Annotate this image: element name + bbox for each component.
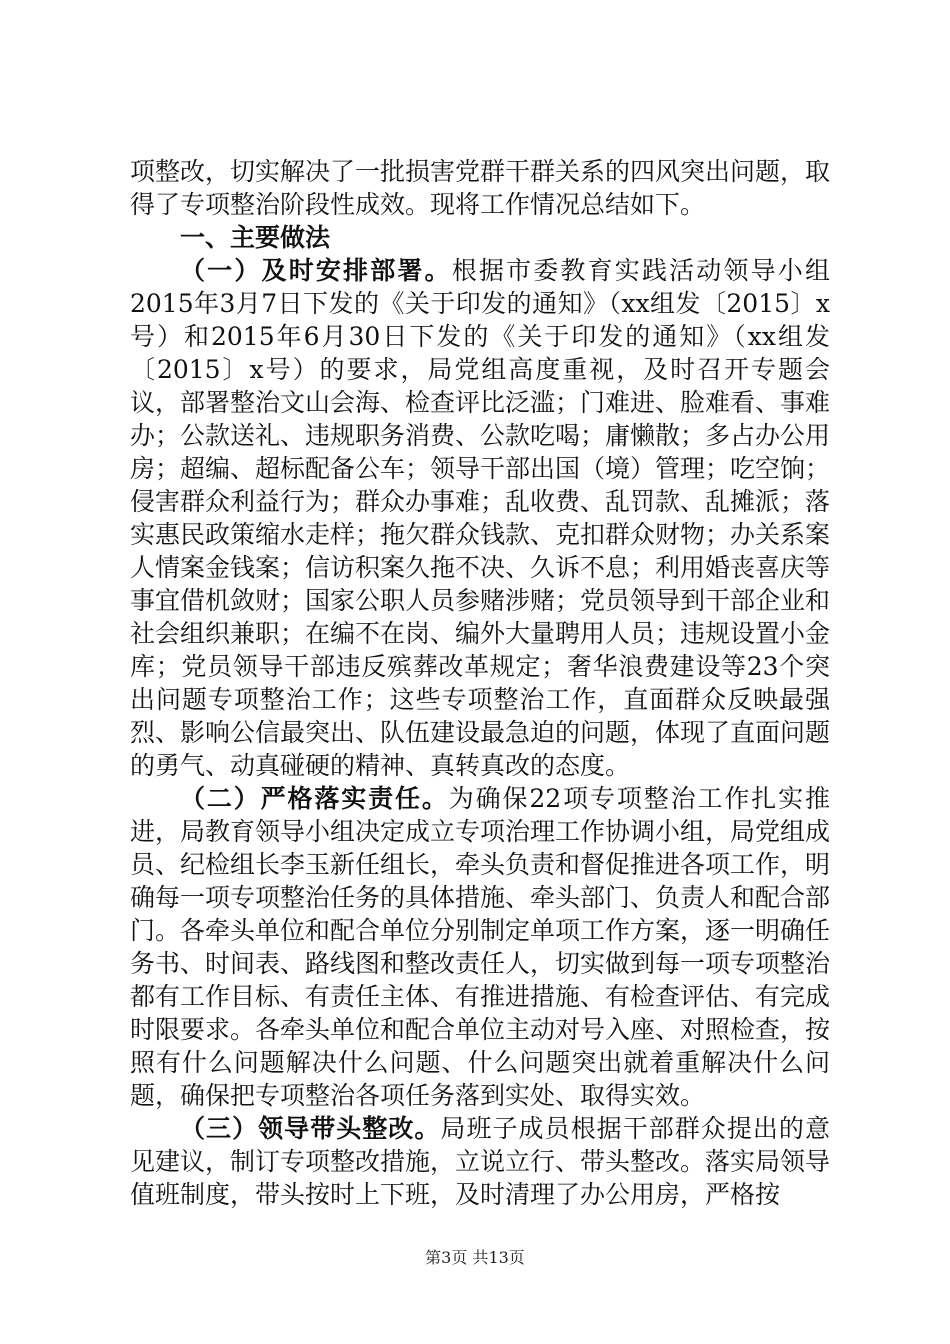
paragraph-3-body: 局班子成员根据干部群众提出的意见建议，制订专项整改措施，立说立行、带头整改。落实局领导值班制度，带头按时上下班，及时清理了办公用房，严格按 — [130, 1114, 831, 1209]
paragraph-2-body: 为确保22项专项整治工作扎实推进，局教育领导小组决定成立专项治理工作协调小组，局党组成员、纪检组长李玉新任组长，牵头负责和督促推进各项工作，明确每一项专项整治任务的具体措施、牵头部门、负责人和配合部门。各牵头单位和配合单位分别制定单项工作方案，逐一明确任务书、时间表、路线图和整改责任人，切实做到每一项专项整治都有工作目标、有责任主体、有推进措施、有检查评估、有完成时限要求。各牵头单位和配合单位主动对号入座、对照检查，按照有什么问题解决什么问题、什么问题突出就着重解决什么问题，确保把专项整治各项任务落到实处、取得实效。 — [130, 784, 831, 1110]
paragraph-3 — [130, 1112, 830, 1211]
document-body — [130, 155, 830, 1211]
paragraph-1 — [130, 254, 830, 782]
section-heading: 一、主要做法 — [180, 223, 331, 252]
paragraph-2 — [130, 782, 830, 1112]
page-footer — [0, 1245, 950, 1268]
paragraph-1-lead: （一）及时安排部署。 — [180, 256, 452, 285]
page-number: 第3页 共13页 — [425, 1248, 525, 1267]
paragraph-3-lead: （三）领导带头整改。 — [180, 1114, 441, 1143]
intro-paragraph: 项整改，切实解决了一批损害党群干群关系的四风突出问题，取得了专项整治阶段性成效。现将工作情况总结如下。 — [130, 157, 831, 219]
paragraph-2-lead: （二）严格落实责任。 — [180, 784, 449, 813]
paragraph-1-body: 根据市委教育实践活动领导小组2015年3月7日下发的《关于印发的通知》（xx组发〔2015〕x号）和2015年6月30日下发的《关于印发的通知》（xx组发〔2015〕x号）的要求，局党组高度重视，及时召开专题会议，部署整治文山会海、检查评比泛滥；门难进、脸难看、事难办；公款送礼、违规职务消费、公款吃喝；庸懒散；多占办公用房；超编、超标配备公车；领导干部出国（境）管理；吃空饷；侵害群众利益行为；群众办事难；乱收费、乱罚款、乱摊派；落实惠民政策缩水走样；拖欠群众钱款、克扣群众财物；办关系案人情案金钱案；信访积案久拖不决、久诉不息；利用婚丧喜庆等事宜借机敛财；国家公职人员参赌涉赌；党员领导到干部企业和社会组织兼职；在编不在岗、编外大量聘用人员；违规设置小金库；党员领导干部违反殡葬改革规定；奢华浪费建设等23个突出问题专项整治工作；这些专项整治工作，直面群众反映最强烈、影响公信最突出、队伍建设最急迫的问题，体现了直面问题的勇气、动真碰硬的精神、真转真改的态度。 — [130, 256, 831, 780]
